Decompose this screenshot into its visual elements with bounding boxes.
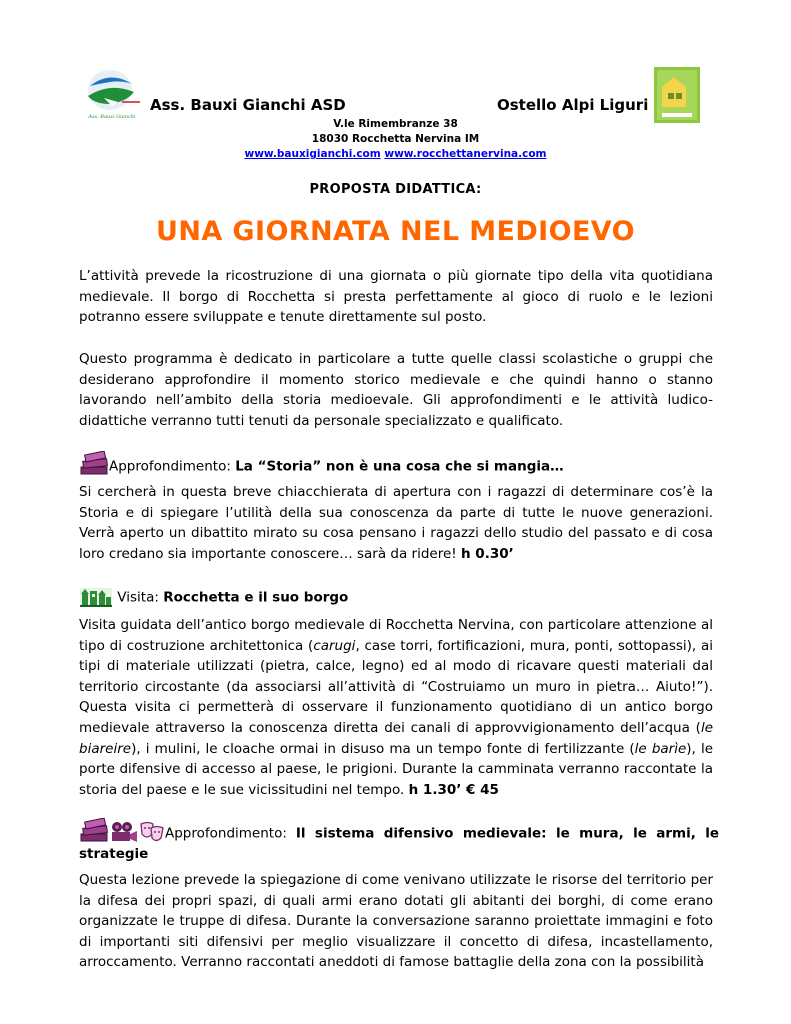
village-icon bbox=[79, 584, 113, 608]
proposal-label: PROPOSTA DIDATTICA: bbox=[309, 182, 482, 197]
projector-icon bbox=[109, 820, 139, 844]
org-name-right: Ostello Alpi Liguri bbox=[497, 96, 649, 114]
intro-paragraph-1: L’attività prevede la ricostruzione di una giornata o più giornate tipo della vita quotidiana medievale. Il borgo di Rocchetta si presta perfettamente al gioco di ruolo e le lezioni potranno essere sviluppate e tenute direttamente sul posto. bbox=[79, 268, 713, 326]
logo-left-text: Ass. Bauxi Gianchi bbox=[88, 114, 136, 120]
ostello-alpi-liguri-logo bbox=[654, 67, 700, 123]
books-icon bbox=[79, 451, 109, 477]
section-3-body: Questa lezione prevede la spiegazione di come venivano utilizzate le risorse del territorio per la difesa dei propri spazi, di quali armi erano dotati gli abitanti dei borghi, di come erano organizzate le truppe di difesa. Durante la conversazione saranno proiettate immagini e foto di importanti siti difensivi per meglio visualizzare il concetto di difesa, incastellamento, arroccamento. Verranno raccontati aneddoti di famose battaglie della zona con la possibilità bbox=[79, 872, 713, 971]
section-3-topic: Il sistema difensivo medievale: le mura, le armi, le strategie bbox=[79, 825, 719, 862]
section-3-label: Approfondimento: bbox=[165, 825, 296, 842]
section-2-label: Visita: bbox=[117, 589, 164, 606]
section-1-heading bbox=[79, 451, 719, 477]
section-2-text-d: ), le porte difensive di accesso al paese, le prigioni. Durante la camminata verranno raccontate la storia del paese e le sue vicissitudini nel tempo. bbox=[79, 740, 714, 798]
section-2-body bbox=[79, 615, 713, 800]
section-2-term-carugi: carugi bbox=[313, 637, 356, 654]
section-3-heading bbox=[79, 818, 719, 865]
section-1-text: Si cercherà in questa breve chiacchierata di apertura con i ragazzi di determinare cos’è la Storia e di spiegare l’utilità della sua conoscenza da parte di tutte le nuove generazioni. Verrà aperto un dibattito mirato su cosa pensano i ragazzi dello studio del passato e di cosa loro credano sia importante conoscere… sarà da ridere! bbox=[79, 484, 713, 562]
address-city: 18030 Rocchetta Nervina IM bbox=[311, 133, 480, 145]
website-links bbox=[0, 148, 791, 160]
section-2-text-a: Visita guidata dell’antico borgo medievale di Rocchetta Nervina, con particolare attenzione al tipo di costruzione architettonica ( bbox=[79, 617, 713, 654]
address-street: V.le Rimembranze 38 bbox=[333, 118, 458, 130]
bauxi-gianchi-logo bbox=[82, 68, 146, 122]
section-2-topic: Rocchetta e il suo borgo bbox=[163, 589, 349, 606]
section-1-body bbox=[79, 482, 713, 564]
section-2-term-biareire: le biareire bbox=[79, 719, 713, 757]
intro-paragraph-2: Questo programma è dedicato in particolare a tutte quelle classi scolastiche o gruppi che desiderano approfondire il momento storico medievale e che quindi hanno o stanno lavorando nell’ambito della storia medioevale. Gli approfondimenti e le attività ludico-didattiche verranno tutti tenuti da personale specializzato e qualificato. bbox=[79, 351, 713, 429]
section-1-topic: La “Storia” non è una cosa che si mangia… bbox=[235, 458, 564, 475]
section-1-label: Approfondimento: bbox=[109, 458, 236, 475]
section-2-text-b: , case torri, fortificazioni, mura, ponti, sottopassi), ai tipi di materiale utilizzati (pietra, calce, legno) ed al modo di ricavare questi materiali dal territorio circostante (da associarsi all’attività di “Costruiamo un muro in pietra… Aiuto!”). Questa visita ci permetterà di osservare il funzionamento quotidiano di un antico borgo medievale attraverso la conoscenza diretta dei canali di approvvigionamento dell’acqua ( bbox=[79, 637, 714, 736]
section-2-heading bbox=[79, 584, 719, 608]
link-rocchettanervina[interactable]: www.rocchettanervina.com bbox=[384, 148, 547, 160]
section-1-duration: h 0.30’ bbox=[461, 545, 514, 562]
link-bauxigianchi[interactable]: www.bauxigianchi.com bbox=[244, 148, 381, 160]
section-2-term-barie: le barìe bbox=[634, 740, 687, 757]
page-title: UNA GIORNATA NEL MEDIOEVO bbox=[156, 216, 635, 247]
section-2-duration: h 1.30’ € 45 bbox=[408, 781, 499, 798]
section-2-text-c: ), i mulini, le cloache ormai in disuso ma un tempo fonte di fertilizzante ( bbox=[131, 740, 635, 757]
theater-masks-icon bbox=[139, 820, 165, 844]
org-name-left: Ass. Bauxi Gianchi ASD bbox=[150, 96, 346, 114]
books-icon bbox=[79, 818, 109, 844]
